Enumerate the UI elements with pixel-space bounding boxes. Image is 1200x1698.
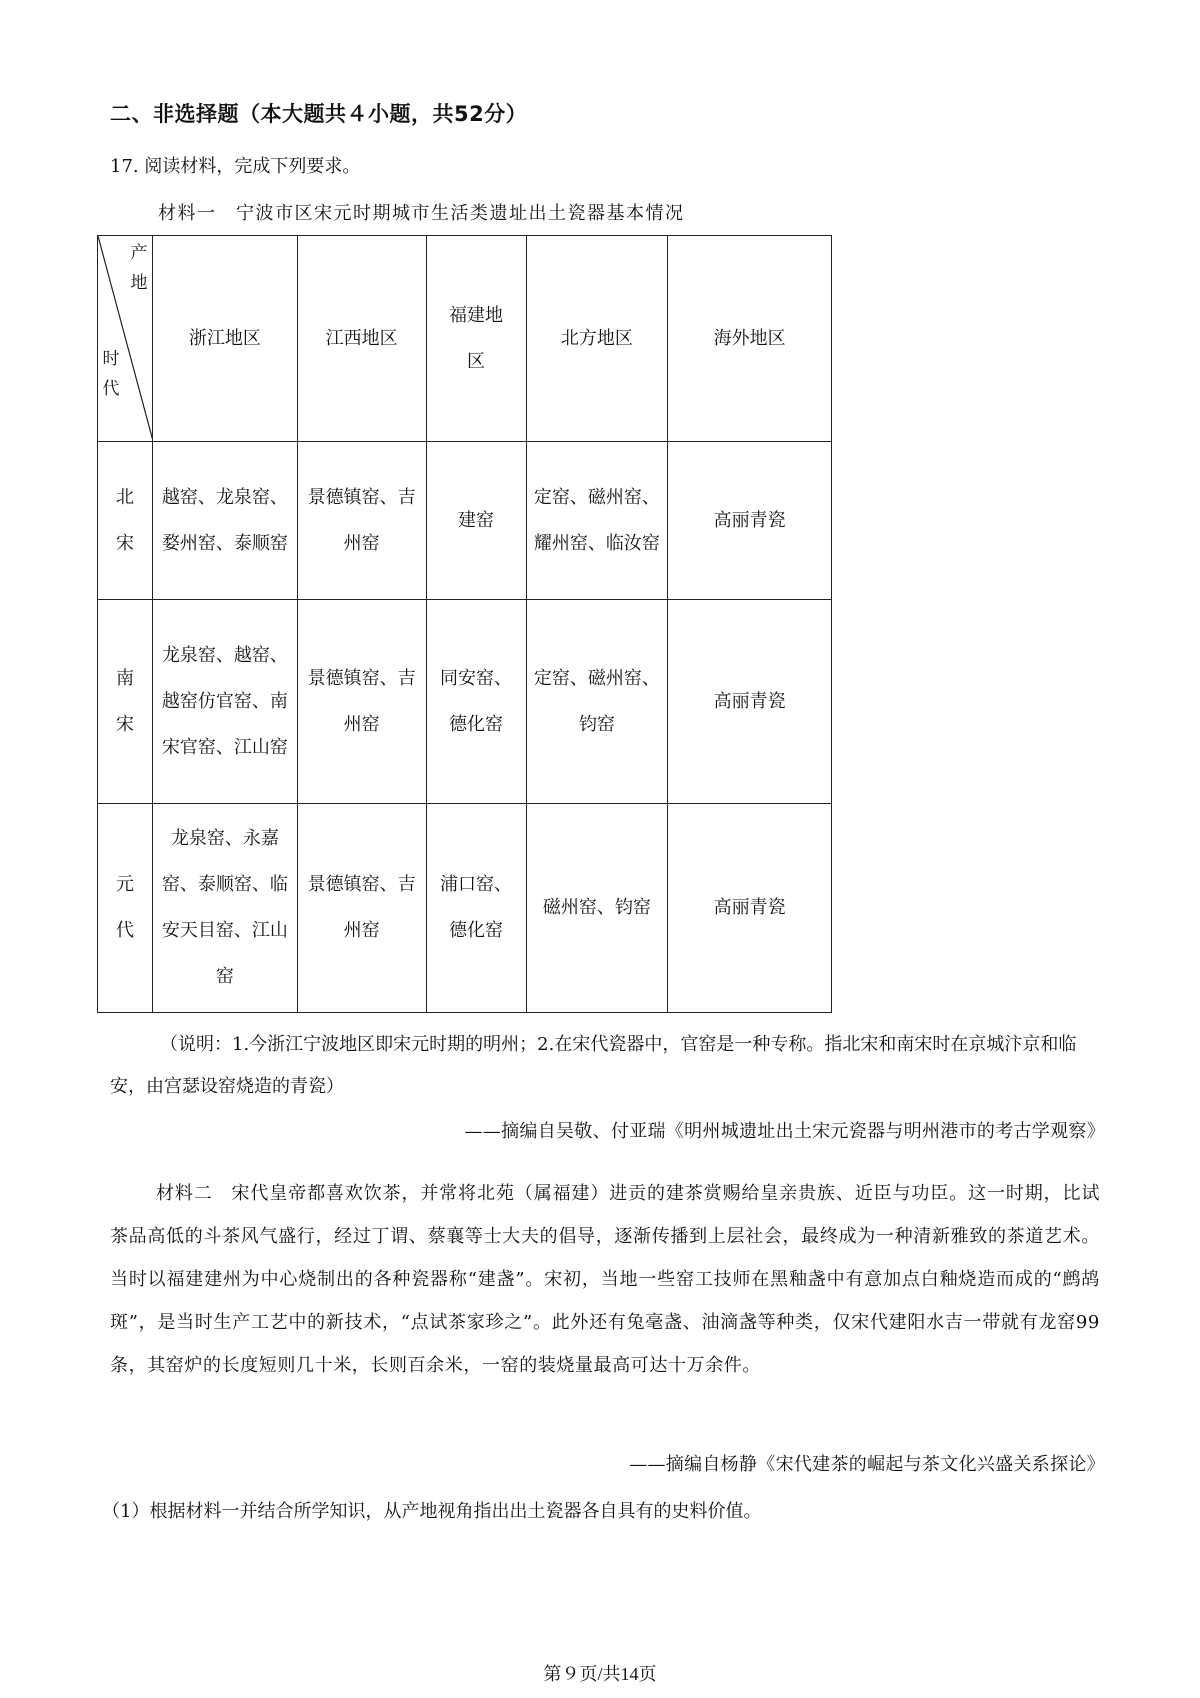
table-cell: 景德镇窑、吉州窑 [297, 442, 426, 600]
material2-source: ——摘编自杨静《宋代建茶的崛起与茶文化兴盛关系探论》 [629, 1454, 1105, 1475]
table-cell: 定窑、磁州窑、耀州窑、临汝窑 [526, 442, 668, 600]
material1-source: ——摘编自吴敬、付亚瑞《明州城遗址出土宋元瓷器与明州港市的考古学观察》 [464, 1121, 1105, 1142]
header-fujian [426, 236, 526, 442]
question-17: 17. 阅读材料，完成下列要求。 [110, 156, 361, 177]
table-row-yuan [98, 804, 832, 1013]
header-zhejiang: 浙江地区 [152, 236, 297, 442]
header-jiangxi: 江西地区 [297, 236, 426, 442]
table-cell: 景德镇窑、吉州窑 [297, 804, 426, 1013]
era-cell [98, 804, 153, 1013]
era-label: 元代 [115, 874, 134, 941]
table-cell: 高丽青瓷 [668, 600, 832, 804]
table-cell: 浦口窑、德化窑 [426, 804, 526, 1013]
table-cell: 同安窑、德化窑 [426, 600, 526, 804]
table-cell: 高丽青瓷 [668, 442, 832, 600]
table-cell: 越窑、龙泉窑、婺州窑、泰顺窑 [152, 442, 297, 600]
era-label: 南宋 [115, 667, 134, 735]
table-cell: 建窑 [426, 442, 526, 600]
table-header-row [98, 236, 832, 442]
material2-text: 材料二 宋代皇帝都喜欢饮茶，并常将北苑（属福建）进贡的建茶赏赐给皇亲贵族、近臣与功臣。这一时期，比试茶品高低的斗茶风气盛行，经过丁谓、蔡襄等士大夫的倡导，逐渐传播到上层社会，最终成为一种清新雅致的茶道艺术。当时以福建建州为中心烧制出的各种瓷器称“建盏”。宋初，当地一些窑工技师在黑釉盏中有意加点白釉烧造而成的“鹧鸪斑”，是当时生产工艺中的新技术，“点试茶家珍之”。此外还有兔毫盏、油滴盏等种类，仅宋代建阳水吉一带就有龙窑99条，其窑炉的长度短则几十米，长则百余米，一窑的装烧量最高可达十万余件。 [110, 1183, 1100, 1376]
table-cell: 磁州窑、钧窑 [526, 804, 668, 1013]
porcelain-table [97, 235, 832, 1013]
material1-note: （说明：1.今浙江宁波地区即宋元时期的明州；2.在宋代瓷器中，官窑是一种专称。指北宋和南宋时在京城汴京和临安，由宫瑟设窑烧造的青瓷） [110, 1034, 1077, 1097]
material1-caption: 材料一 宁波市区宋元时期城市生活类遗址出土瓷器基本情况 [158, 203, 685, 224]
header-fujian-text: 福建地区 [449, 304, 504, 372]
era-label: 北宋 [115, 486, 134, 554]
corner-cell [98, 236, 153, 442]
table-cell: 定窑、磁州窑、钧窑 [526, 600, 668, 804]
header-north: 北方地区 [526, 236, 668, 442]
header-overseas: 海外地区 [668, 236, 832, 442]
page-footer: 第９页/共14页 [543, 1664, 657, 1684]
sub-question-1: （1）根据材料一并结合所学知识，从产地视角指出出土瓷器各自具有的史料价值。 [102, 1501, 762, 1522]
section-title: 二、非选择题（本大题共４小题，共52分） [110, 102, 528, 126]
table-cell: 龙泉窑、越窑、越窑仿官窑、南宋官窑、江山窑 [152, 600, 297, 804]
table-row-southern-song [98, 600, 832, 804]
table-row-northern-song [98, 442, 832, 600]
corner-label-era: 时代 [102, 349, 120, 399]
table-cell: 高丽青瓷 [668, 804, 832, 1013]
table-cell: 龙泉窑、永嘉窑、泰顺窑、临安天目窑、江山窑 [152, 804, 297, 1013]
era-cell [98, 600, 153, 804]
corner-label-place: 产地 [130, 243, 148, 293]
era-cell [98, 442, 153, 600]
table-cell: 景德镇窑、吉州窑 [297, 600, 426, 804]
